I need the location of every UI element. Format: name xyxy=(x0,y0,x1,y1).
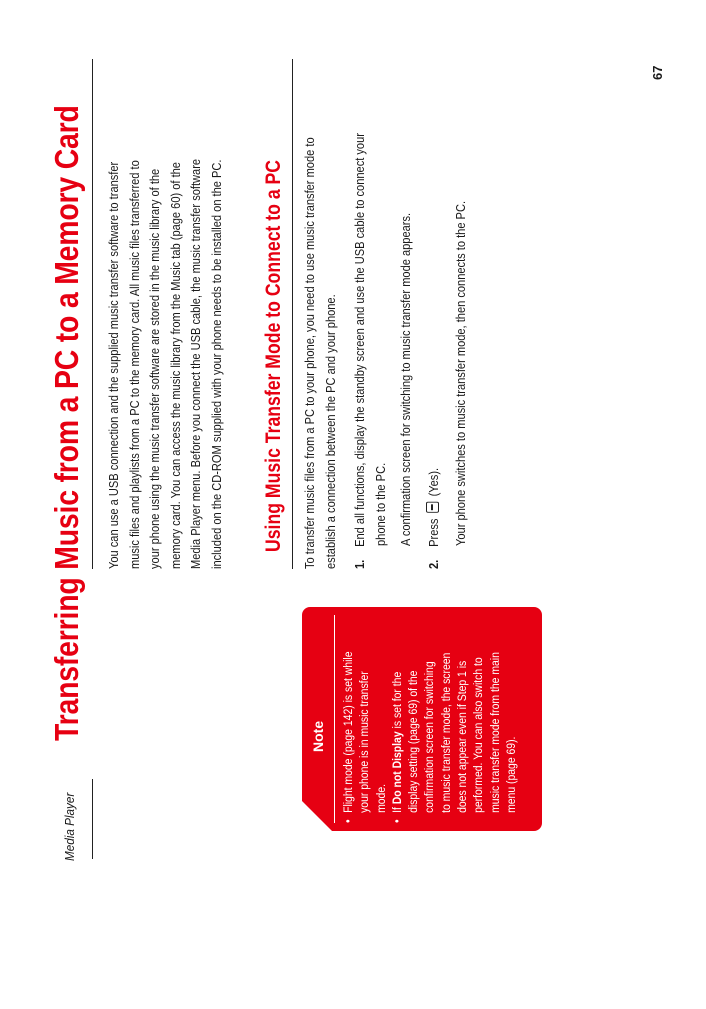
note-line: does not appear even if Step 1 is xyxy=(455,660,470,813)
step-1-result: A confirmation screen for switching to music transfer mode appears. xyxy=(398,212,413,546)
note-item-2 xyxy=(389,605,405,823)
note-item-2-line xyxy=(405,605,421,823)
note-line: to music transfer mode, the screen xyxy=(438,652,453,813)
intro-line: Media Player menu. Before you connect the USB cable, the music transfer software xyxy=(188,158,204,569)
intro-line: You can use a USB connection and the supplied music transfer software to transfer xyxy=(106,161,121,569)
intro-line: music files and playlists from a PC to the memory card. All music files transferred to xyxy=(126,160,142,569)
page-number: 67 xyxy=(650,65,665,80)
note-item-1-line xyxy=(356,605,372,823)
note-item-2-line xyxy=(454,605,470,823)
section-intro-line: To transfer music files from a PC to your phone, you need to use music transfer mode to xyxy=(302,137,317,569)
section-intro-line: establish a connection between the PC and your phone. xyxy=(322,294,338,569)
bullet: • xyxy=(341,819,355,823)
page-title: Transferring Music from a PC to a Memory Card xyxy=(48,105,85,741)
note-line: mode. xyxy=(373,783,388,813)
note-line: is set for the xyxy=(389,671,404,729)
step-text-pre: Press xyxy=(426,518,441,547)
intro-line: included on the CD-ROM supplied with your phone needs to be installed on the PC. xyxy=(208,159,224,569)
section-intro xyxy=(300,48,341,569)
note-line: menu (page 69). xyxy=(503,736,518,813)
note-line: display setting (page 69) of the xyxy=(406,670,421,813)
note-item-2-line xyxy=(503,605,519,823)
step-number: 1. xyxy=(352,559,367,569)
footer-rule xyxy=(92,779,93,859)
title-rule xyxy=(92,59,93,569)
soft-key-icon xyxy=(426,502,439,513)
step-text: End all functions, display the standby screen and use the USB cable to connect your xyxy=(352,133,367,547)
note-item-2-line xyxy=(438,605,454,823)
note-item-2-line xyxy=(487,605,503,823)
section-heading: Using Music Transfer Mode to Connect to a PC xyxy=(262,159,285,552)
note-item-2-line xyxy=(470,605,486,823)
note-item-2-line xyxy=(421,605,437,823)
note-line: music transfer mode from the main xyxy=(487,652,502,813)
step-text-post: (Yes). xyxy=(426,467,441,497)
note-line: Flight mode (page 142) is set while xyxy=(341,651,355,813)
bullet: • xyxy=(389,819,404,823)
step-1 xyxy=(350,133,371,569)
note-body xyxy=(340,605,519,823)
note-title: Note xyxy=(310,720,326,752)
note-line: performed. You can also switch to xyxy=(471,657,486,813)
intro-line: memory card. You can access the music library from the Music tab (page 60) of the xyxy=(167,162,183,569)
intro-line: your phone using the music transfer software are stored in the music library of the xyxy=(147,168,163,569)
step-2 xyxy=(424,468,445,569)
note-line: confirmation screen for switching xyxy=(422,661,437,813)
section-rule xyxy=(292,59,293,569)
step-2-result: Your phone switches to music transfer mode, then connects to the PC. xyxy=(453,200,468,546)
note-item-1 xyxy=(340,605,356,823)
note-item-1-line xyxy=(373,605,389,823)
note-line: If xyxy=(389,807,404,813)
intro-paragraph xyxy=(104,65,228,569)
note-emphasis: Do not Display xyxy=(389,731,404,805)
note-rule xyxy=(334,615,335,823)
footer-section-name: Media Player xyxy=(62,792,77,861)
step-1-continuation: phone to the PC. xyxy=(373,462,388,546)
note-line: your phone is in music transfer xyxy=(357,671,372,813)
step-number: 2. xyxy=(426,559,441,569)
